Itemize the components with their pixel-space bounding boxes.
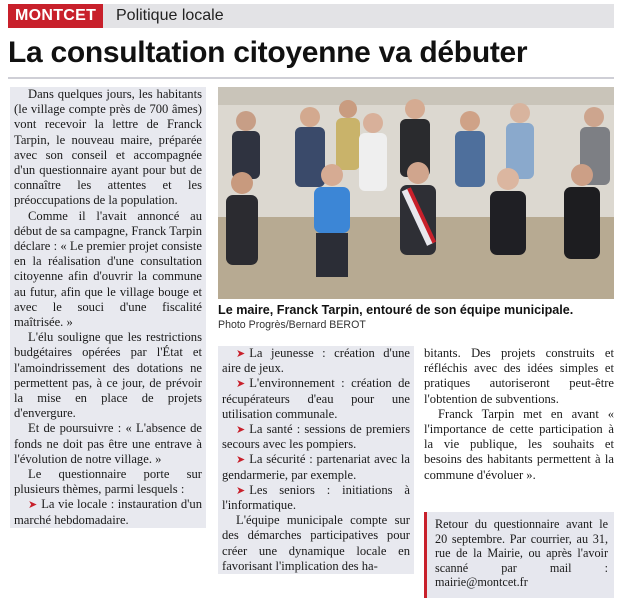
- arrow-bullet-icon: ➤: [236, 423, 246, 437]
- photo-caption: Le maire, Franck Tarpin, entouré de son équipe municipale.: [218, 303, 574, 317]
- arrow-bullet-icon: ➤: [236, 483, 246, 497]
- paragraph-budget: L'élu souligne que les restrictions budgétaires opérées par l'État et l'amoindrissement des dotations ne permettent pas, à ce jour, de prévoir la mise en place de projets d'envergure.: [14, 330, 202, 421]
- team-photo: [218, 87, 614, 299]
- paragraph-participation: L'équipe municipale compte sur des démarches participatives pour créer une dynamique locale en favorisant l'implication des ha-: [222, 513, 410, 573]
- arrow-bullet-icon: ➤: [236, 347, 246, 360]
- paragraph-importance: Franck Tarpin met en avant « l'importance de cette participation à la vie publique, les souhaits et besoins des habitants permettent à la commune d'évoluer ».: [424, 406, 614, 482]
- bullet-seniors: [222, 483, 410, 513]
- team-photo-illustration: [218, 87, 614, 299]
- article-column-1: [10, 87, 206, 528]
- paragraph-themes: Le questionnaire porte sur plusieurs thèmes, parmi lesquels :: [14, 467, 202, 497]
- bullet-text: La sécurité : partenariat avec la gendarmerie, par exemple.: [222, 452, 410, 482]
- arrow-bullet-icon: ➤: [28, 498, 38, 512]
- bullet-text: Les seniors : initiations à l'informatique.: [222, 482, 410, 513]
- bullet-vie-locale: [14, 497, 202, 527]
- section-header: [8, 4, 614, 28]
- article-column-3: [424, 346, 614, 483]
- paragraph-intro: Dans quelques jours, les habitants (le village compte près de 700 âmes) vont recevoir la lettre de Franck Tarpin, le nouveau maire, préparée avec son conseil et accompagnée d'un questionnaire ayant pour but de connaître les attentes et les préoccupations de la population.: [14, 87, 202, 208]
- info-box: Retour du questionnaire avant le 20 septembre. Par courrier, au 31, rue de la Mairie, ou après l'avoir scanné par mail : mairie@montcet.fr: [424, 512, 614, 598]
- photo-credit: Photo Progrès/Bernard BEROT: [218, 319, 366, 331]
- paragraph-projects: bitants. Des projets construits et réfléchis avec des idées simples et pratiques autoriseront peut-être l'obtention de subventions.: [424, 346, 614, 406]
- arrow-bullet-icon: ➤: [236, 377, 246, 391]
- arrow-bullet-icon: ➤: [236, 453, 246, 467]
- bullet-text: La vie locale : instauration d'un marché hebdomadaire.: [14, 497, 202, 527]
- bullet-securite: [222, 452, 410, 482]
- headline-divider: [8, 77, 614, 79]
- bullet-text: L'environnement : création de récupérateurs d'eau pour une utilisation communale.: [222, 376, 410, 421]
- bullet-jeunesse: [222, 346, 410, 376]
- bullet-text: La santé : sessions de premiers secours avec les pompiers.: [222, 422, 410, 452]
- bullet-text: La jeunesse : création d'une aire de jeux.: [222, 346, 410, 376]
- rubric-label: Politique locale: [116, 7, 224, 24]
- article-headline: La consultation citoyenne va débuter: [8, 36, 528, 69]
- bullet-environnement: [222, 376, 410, 422]
- paragraph-quote-mayor: Comme il l'avait annoncé au début de sa campagne, Franck Tarpin déclare : « Le premier projet consiste en la réalisation d'une consultation citoyenne afin d'ouvrir la commune au futur, afin que le village bouge et avec le souci d'une fiscalité maîtrisée. »: [14, 208, 202, 330]
- paragraph-continue: Et de poursuivre : « L'absence de fonds ne doit pas être une entrave à l'évolution de notre village. »: [14, 421, 202, 466]
- article-column-2: [218, 346, 414, 574]
- section-tag: MONTCET: [8, 4, 103, 28]
- bullet-sante: [222, 422, 410, 452]
